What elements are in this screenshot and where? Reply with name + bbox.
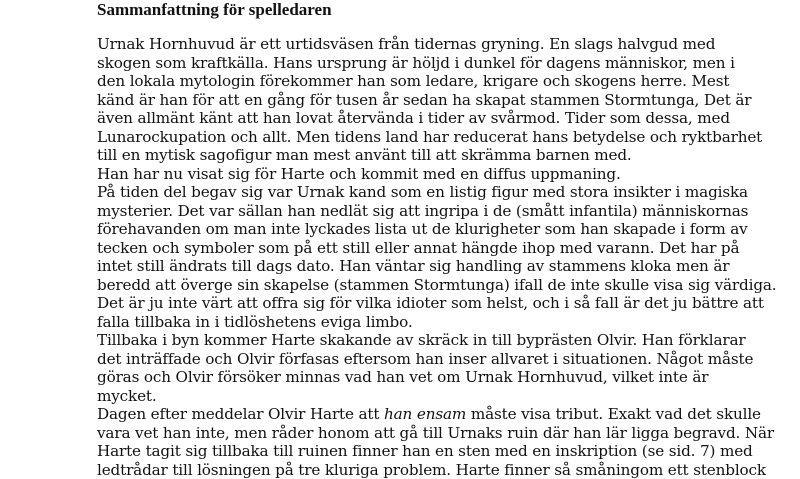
text-line: den lokala mytologin förekommer han som ledare, krigare och skogens herre. Mest (97, 72, 777, 91)
text-line: mycket. (97, 387, 777, 406)
text-line: till en mytisk sagofigur man mest använt till att skrämma barnen med. (97, 146, 777, 165)
text-line: Lunarockupation och allt. Men tidens land har reducerat hans betydelse och ryktbarhet (97, 128, 777, 147)
text-line: Tillbaka i byn kommer Harte skakande av skräck in till byprästen Olvir. Han förklarar (97, 331, 777, 350)
text-line: Harte tagit sig tillbaka till ruinen finner han en sten med en inskription (se sid. 7) med (97, 442, 777, 461)
emphasized-text: han ensam (384, 405, 466, 423)
text-line: intet still ändrats till dags dato. Han väntar sig handling av stammens kloka men är (97, 257, 777, 276)
text-line: ledtrådar till lösningen på tre kluriga problem. Harte finner så småningom ett stenblock (97, 461, 777, 479)
text-segment: Dagen efter meddelar Olvir Harte att (97, 405, 384, 423)
summary-text (97, 35, 777, 479)
text-line: mysterier. Det var sällan han nedlät sig att ingripa i de (smått infantila) människornas (97, 202, 777, 221)
text-line: På tiden del begav sig var Urnak kand som en listig figur med stora insikter i magiska (97, 183, 777, 202)
text-line (97, 405, 777, 424)
text-line: falla tillbaka in i tidlöshetens eviga limbo. (97, 313, 777, 332)
text-line: känd är han för att en gång för tusen år sedan ha skapat stammen Stormtunga, Det är (97, 91, 777, 110)
text-line: förehavanden om man inte lyckades lista ut de klurigheter som han skapade i form av (97, 220, 777, 239)
text-line: även allmänt känt att han lovat återvända i tider av svårmod. Tider som dessa, med (97, 109, 777, 128)
text-line: vara vet han inte, men råder honom att gå till Urnaks ruin där han lär ligga begravd. När (97, 424, 777, 443)
text-line: Det är ju inte värt att offra sig för vilka idioter som helst, och i så fall är det ju bättre att (97, 294, 777, 313)
text-line: beredd att överge sin skapelse (stammen Stormtunga) ifall de inte skulle visa sig värdiga. (97, 276, 777, 295)
text-line: det inträffade och Olvir förfasas eftersom han inser allvaret i situationen. Något måste (97, 350, 777, 369)
section-heading: Sammanfattning för spelledaren (97, 0, 332, 19)
text-line: göras och Olvir försöker minnas vad han vet om Urnak Hornhuvud, vilket inte är (97, 368, 777, 387)
text-line: Urnak Hornhuvud är ett urtidsväsen från tidernas gryning. En slags halvgud med (97, 35, 777, 54)
text-line: Han har nu visat sig för Harte och kommit med en diffus uppmaning. (97, 165, 777, 184)
text-line: skogen som kraftkälla. Hans ursprung är höljd i dunkel för dagens människor, men i (97, 54, 777, 73)
text-line: tecken och symboler som på ett still eller annat hängde ihop med varann. Det har på (97, 239, 777, 258)
text-segment: måste visa tribut. Exakt vad det skulle (466, 405, 761, 423)
